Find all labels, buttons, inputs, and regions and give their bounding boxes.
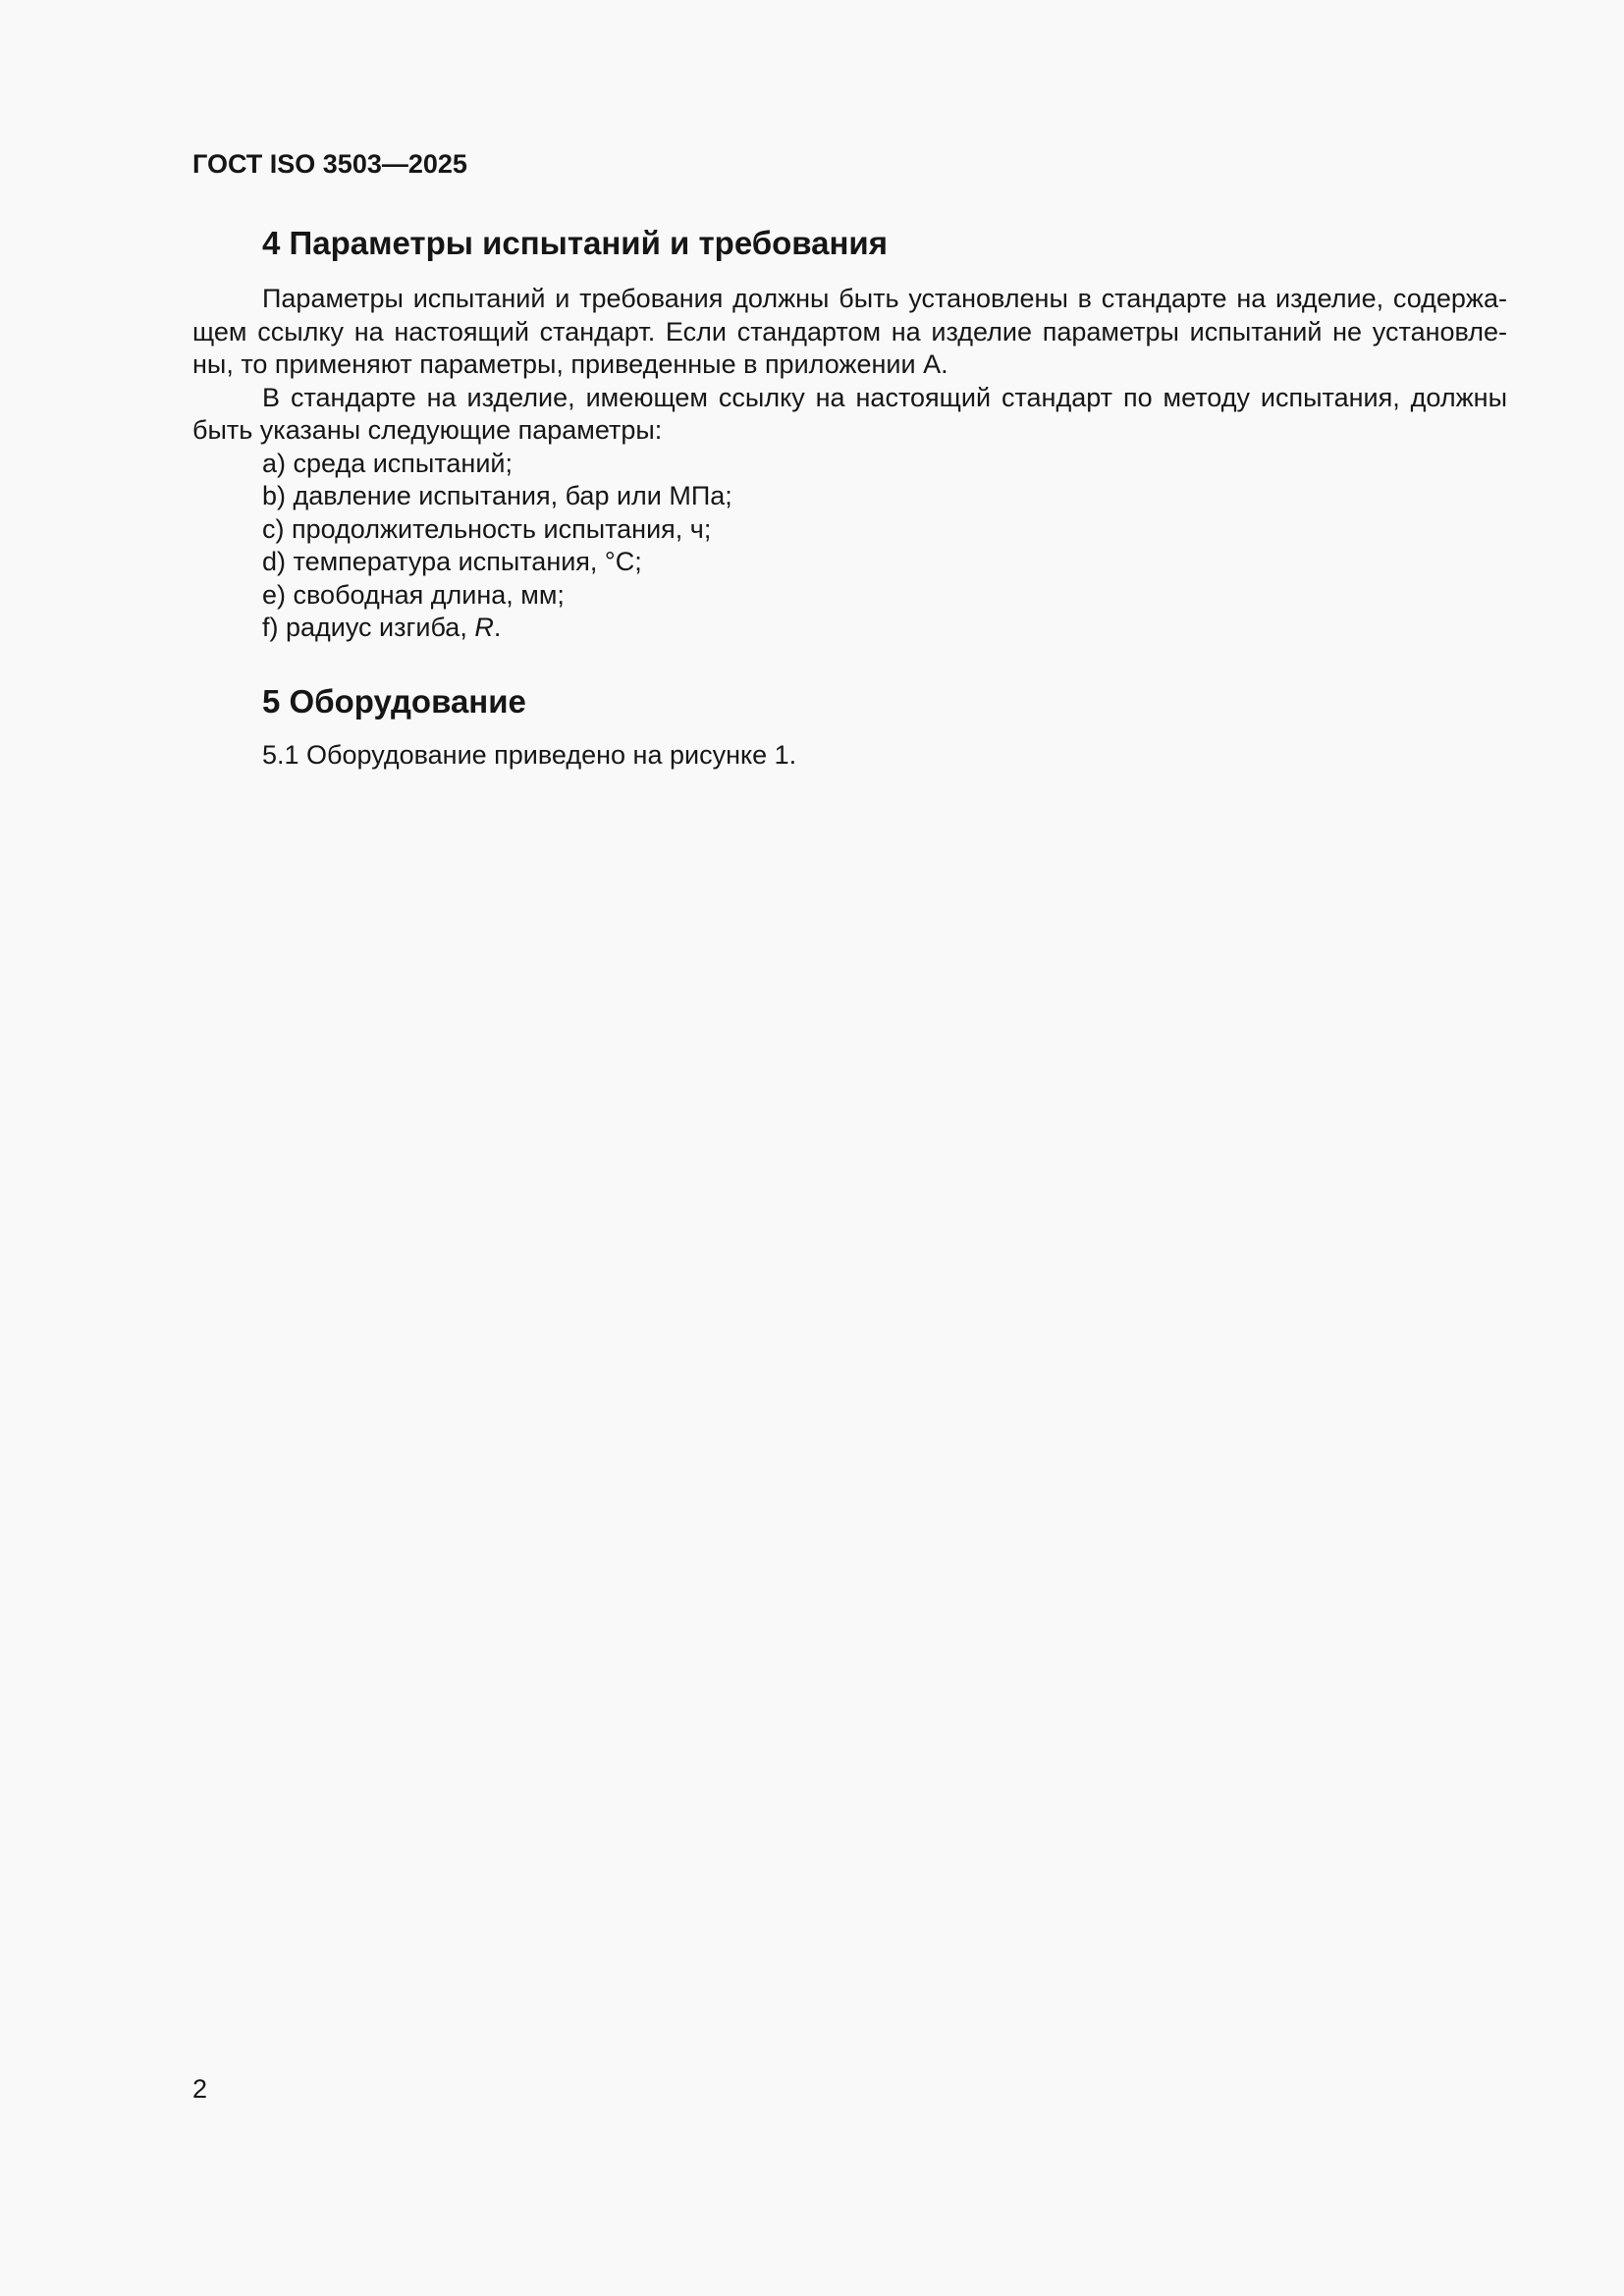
list-item <box>262 612 1507 645</box>
section-5-paragraph: 5.1 Оборудование приведено на рисунке 1. <box>262 739 797 770</box>
section-4-paragraph-2 <box>192 382 1507 448</box>
parameters-list <box>192 448 1507 645</box>
list-item-prefix: f) радиус изгиба, <box>262 613 475 642</box>
paragraph-line: Параметры испытаний и требования должны быть установлены в стандарте на изделие, содержа- <box>262 284 1507 313</box>
paragraph-line: В стандарте на изделие, имеющем ссылку на настоящий стандарт по методу испытания, должны <box>262 382 1507 412</box>
paragraph-line: щем ссылку на настоящий стандарт. Если стандартом на изделие параметры испытаний не установле- <box>192 316 1507 347</box>
section-4-title: 4 Параметры испытаний и требования <box>262 225 888 261</box>
list-item: a) среда испытаний; <box>262 448 513 478</box>
paragraph-line: быть указаны следующие параметры: <box>192 415 663 445</box>
section-5-title: 5 Оборудование <box>262 682 526 720</box>
page-content <box>192 216 1507 772</box>
document-id-header: ГОСТ ISO 3503—2025 <box>192 149 467 179</box>
section-4-paragraph-1 <box>192 283 1507 382</box>
paragraph-line: ны, то применяют параметры, приведенные в приложении А. <box>192 349 948 379</box>
list-item-suffix: . <box>493 613 502 642</box>
page-number: 2 <box>192 2074 208 2104</box>
list-item: e) свободная длина, мм; <box>262 579 565 610</box>
list-item: c) продолжительность испытания, ч; <box>262 513 712 544</box>
list-item: d) температура испытания, °C; <box>262 547 642 576</box>
list-item: b) давление испытания, бар или МПа; <box>262 481 732 510</box>
radius-symbol: R <box>474 613 494 642</box>
